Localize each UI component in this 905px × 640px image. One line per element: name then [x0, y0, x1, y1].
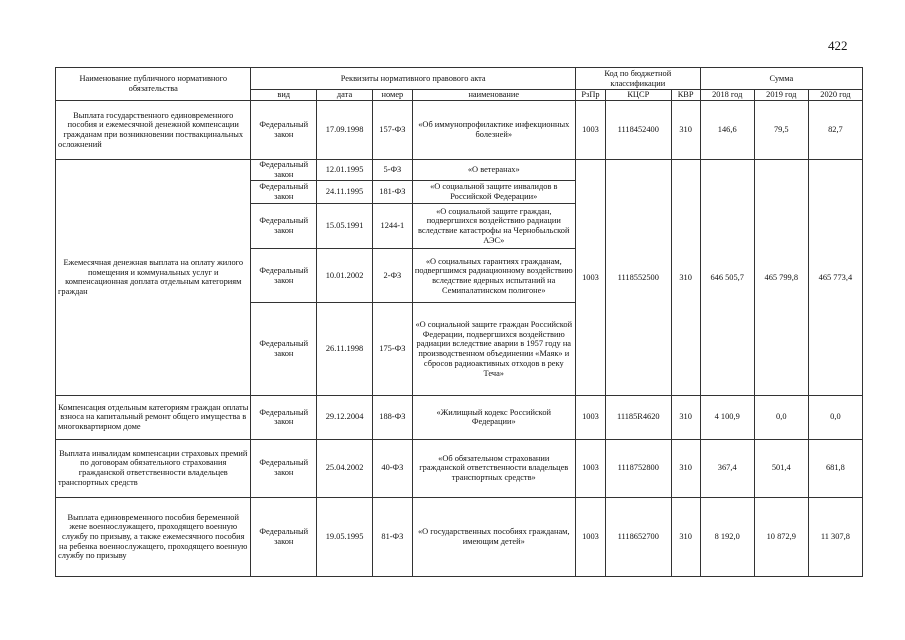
act-date-cell: 19.05.1995: [316, 497, 372, 576]
act-number-cell: 188-ФЗ: [373, 395, 413, 439]
header-date: дата: [316, 90, 372, 101]
page-number: 422: [828, 38, 848, 53]
sum-2019-cell: 465 799,8: [754, 159, 808, 395]
act-number-cell: 2-ФЗ: [373, 249, 413, 303]
table-row: [56, 395, 863, 439]
kcsr-cell: 1118652700: [606, 497, 672, 576]
kvr-cell: 310: [671, 439, 700, 497]
sum-2019-cell: 10 872,9: [754, 497, 808, 576]
act-date-cell: 26.11.1998: [316, 303, 372, 396]
act-name-cell: «О ветеранах»: [412, 159, 575, 180]
header-kcsr: КЦСР: [606, 90, 672, 101]
act-name-cell: «Об обязательном страховании гражданской ответственности владельцев транспортных средств»: [412, 439, 575, 497]
header-number: номер: [373, 90, 413, 101]
sum-2018-cell: 4 100,9: [700, 395, 754, 439]
obligations-table: [55, 67, 863, 577]
kcsr-cell: 1118552500: [606, 159, 672, 395]
act-name-cell: «О социальных гарантиях гражданам, подвергшимся радиационному воздействию вследствие ядерных испытаний на Семипалатинском полигоне»: [412, 249, 575, 303]
sum-2018-cell: 646 505,7: [700, 159, 754, 395]
obligation-cell: Ежемесячная денежная выплата на оплату жилого помещения и коммунальных услуг и компенсационная доплата отдельным категориям граждан: [56, 159, 251, 395]
kvr-cell: 310: [671, 159, 700, 395]
act-number-cell: 175-ФЗ: [373, 303, 413, 396]
header-requisites: Реквизиты нормативного правового акта: [251, 68, 575, 90]
rzpr-cell: 1003: [575, 101, 605, 160]
obligation-cell: Выплата единовременного пособия беременной жене военнослужащего, проходящего военную службу по призыву, а также ежемесячного пособия на ребенка военнослужащего, проходящего военную службу по призыву: [56, 497, 251, 576]
act-name-cell: «О государственных пособиях гражданам, имеющим детей»: [412, 497, 575, 576]
rzpr-cell: 1003: [575, 395, 605, 439]
act-number-cell: 157-ФЗ: [373, 101, 413, 160]
act-name-cell: «Жилищный кодекс Российской Федерации»: [412, 395, 575, 439]
kcsr-cell: 1118452400: [606, 101, 672, 160]
header-budget-code: Код по бюджетной классификации: [575, 68, 700, 90]
act-name-cell: «О социальной защите инвалидов в Российской Федерации»: [412, 181, 575, 203]
act-type-cell: Федеральный закон: [251, 439, 317, 497]
obligation-cell: Выплата инвалидам компенсации страховых премий по договорам обязательного страхования гражданской ответственности владельцев транспортных средств: [56, 439, 251, 497]
act-type-cell: Федеральный закон: [251, 395, 317, 439]
sum-2020-cell: 11 307,8: [808, 497, 862, 576]
act-date-cell: 24.11.1995: [316, 181, 372, 203]
act-number-cell: 1244-1: [373, 203, 413, 249]
table-row: [56, 159, 863, 180]
header-2020: 2020 год: [808, 90, 862, 101]
rzpr-cell: 1003: [575, 439, 605, 497]
act-type-cell: Федеральный закон: [251, 159, 317, 180]
act-type-cell: Федеральный закон: [251, 203, 317, 249]
table-row: [56, 439, 863, 497]
sum-2020-cell: 681,8: [808, 439, 862, 497]
kvr-cell: 310: [671, 101, 700, 160]
act-number-cell: 5-ФЗ: [373, 159, 413, 180]
sum-2019-cell: 501,4: [754, 439, 808, 497]
kcsr-cell: 11185R4620: [606, 395, 672, 439]
header-obligation: Наименование публичного нормативного обязательства: [56, 68, 251, 101]
act-name-cell: «О социальной защите граждан Российской Федерации, подвергшихся воздействию радиации вследствие аварии в 1957 году на производственном объединении «Маяк» и сбросов радиоактивных отходов в реку Теча»: [412, 303, 575, 396]
act-number-cell: 40-ФЗ: [373, 439, 413, 497]
header-kvr: КВР: [671, 90, 700, 101]
header-2019: 2019 год: [754, 90, 808, 101]
act-date-cell: 29.12.2004: [316, 395, 372, 439]
sum-2019-cell: 0,0: [754, 395, 808, 439]
table-row: [56, 497, 863, 576]
sum-2018-cell: 367,4: [700, 439, 754, 497]
header-sum: Сумма: [700, 68, 862, 90]
act-type-cell: Федеральный закон: [251, 249, 317, 303]
kcsr-cell: 1118752800: [606, 439, 672, 497]
act-type-cell: Федеральный закон: [251, 101, 317, 160]
header-2018: 2018 год: [700, 90, 754, 101]
header-name: наименование: [412, 90, 575, 101]
sum-2020-cell: 82,7: [808, 101, 862, 160]
sum-2018-cell: 146,6: [700, 101, 754, 160]
header-rzpr: РзПр: [575, 90, 605, 101]
sum-2020-cell: 0,0: [808, 395, 862, 439]
obligation-cell: Компенсация отдельным категориям граждан оплаты взноса на капитальный ремонт общего имущества в многоквартирном доме: [56, 395, 251, 439]
rzpr-cell: 1003: [575, 497, 605, 576]
act-date-cell: 10.01.2002: [316, 249, 372, 303]
act-date-cell: 17.09.1998: [316, 101, 372, 160]
header-vid: вид: [251, 90, 317, 101]
sum-2019-cell: 79,5: [754, 101, 808, 160]
act-name-cell: «О социальной защите граждан, подвергшихся воздействию радиации вследствие катастрофы на Чернобыльской АЭС»: [412, 203, 575, 249]
act-name-cell: «Об иммунопрофилактике инфекционных болезней»: [412, 101, 575, 160]
act-type-cell: Федеральный закон: [251, 497, 317, 576]
table-row: [56, 101, 863, 160]
sum-2018-cell: 8 192,0: [700, 497, 754, 576]
sum-2020-cell: 465 773,4: [808, 159, 862, 395]
act-type-cell: Федеральный закон: [251, 181, 317, 203]
kvr-cell: 310: [671, 395, 700, 439]
act-date-cell: 12.01.1995: [316, 159, 372, 180]
obligation-cell: Выплата государственного единовременного пособия и ежемесячной денежной компенсации гражданам при возникновении поствакцинальных осложнений: [56, 101, 251, 160]
act-type-cell: Федеральный закон: [251, 303, 317, 396]
act-date-cell: 25.04.2002: [316, 439, 372, 497]
act-number-cell: 181-ФЗ: [373, 181, 413, 203]
kvr-cell: 310: [671, 497, 700, 576]
act-number-cell: 81-ФЗ: [373, 497, 413, 576]
rzpr-cell: 1003: [575, 159, 605, 395]
act-date-cell: 15.05.1991: [316, 203, 372, 249]
